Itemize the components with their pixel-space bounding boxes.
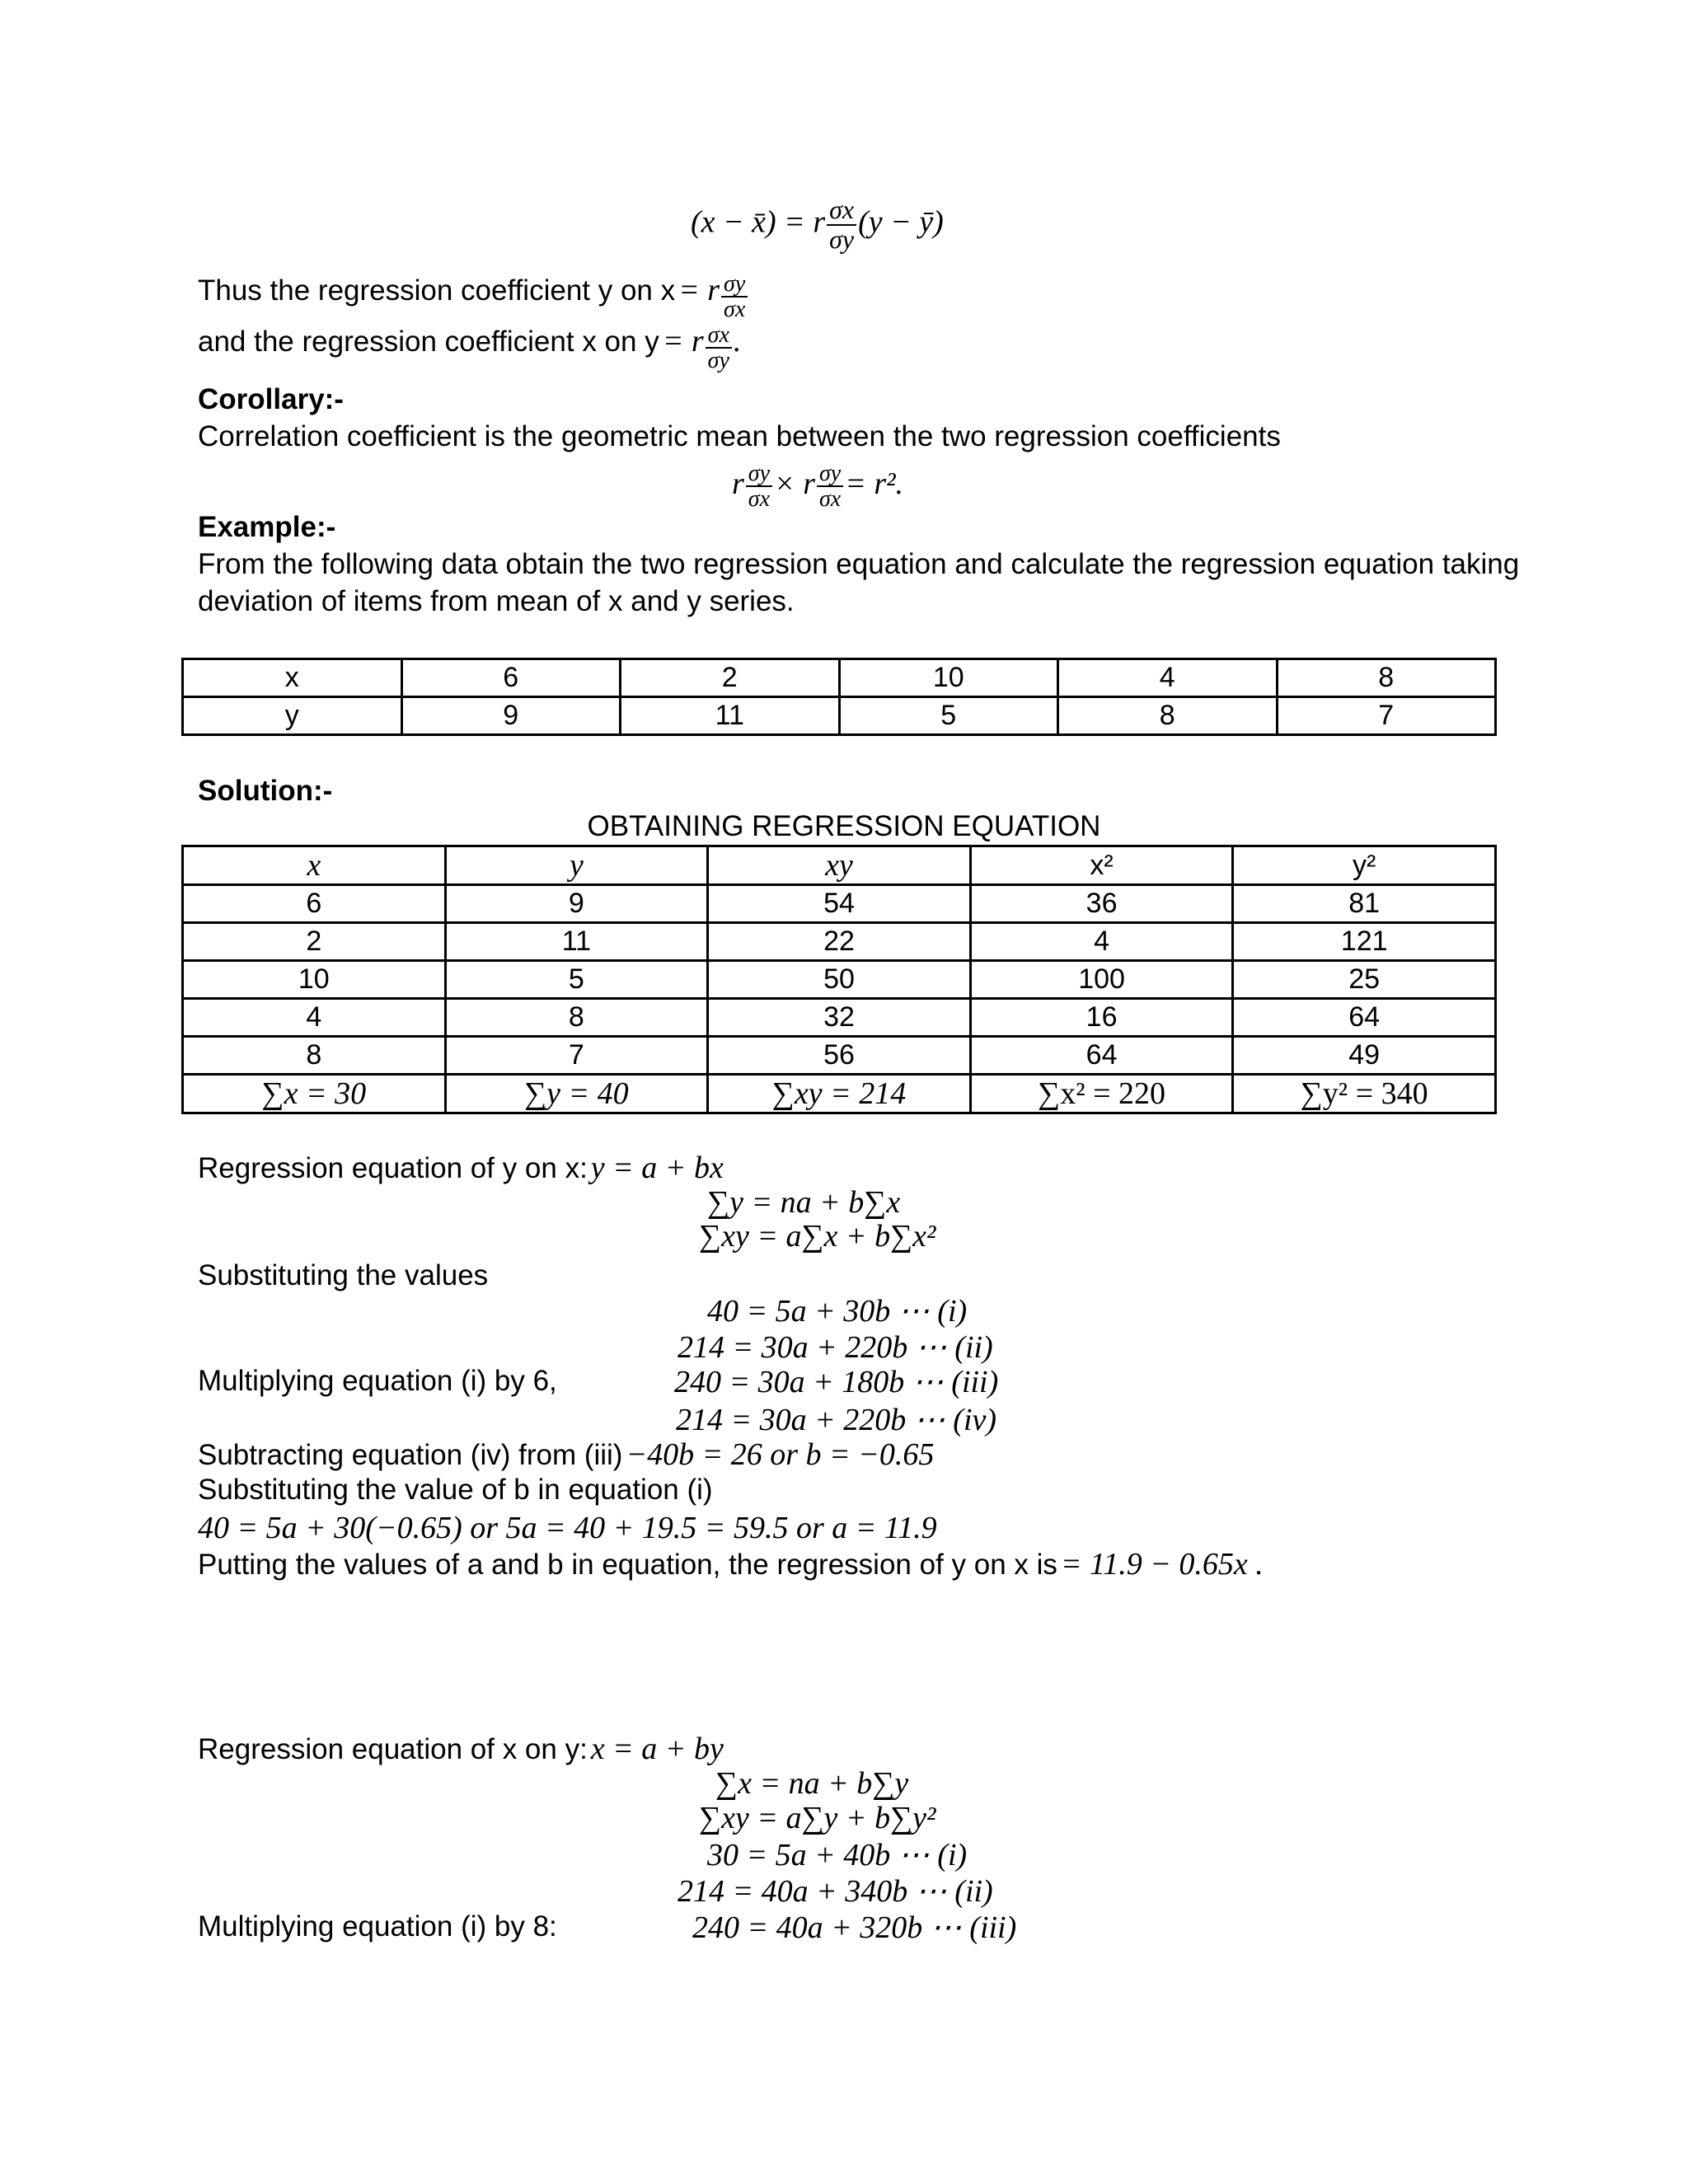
- solution-cell: 8: [183, 1037, 446, 1075]
- solution-table: [181, 845, 1497, 1114]
- solution-header-row: [183, 846, 1496, 885]
- corollary-heading: Corollary:-: [198, 383, 344, 415]
- corollary-text: Correlation coefficient is the geometric mean between the two regression coefficients: [198, 420, 1281, 452]
- data-table-row: [183, 659, 1496, 697]
- solution-cell: 8: [445, 999, 708, 1037]
- normal-eq-2: ∑xy = a∑x + b∑x²: [699, 1219, 936, 1254]
- normal-eq-1: ∑y = na + b∑x: [707, 1185, 901, 1220]
- solution-cell: 25: [1233, 961, 1496, 999]
- reg-x-on-y-heading: Regression equation of x on y: x = a + by: [198, 1732, 724, 1766]
- solution-cell: 4: [183, 999, 446, 1037]
- example-heading: Example:-: [198, 511, 336, 543]
- eq-ii: 214 = 30a + 220b ⋯ (ii): [678, 1330, 993, 1365]
- solution-cell: 56: [708, 1037, 971, 1075]
- solution-cell: 121: [1233, 923, 1496, 961]
- eq-iv: 214 = 30a + 220b ⋯ (iv): [676, 1403, 997, 1437]
- solution-total-cell: ∑y = 40: [445, 1075, 708, 1113]
- solution-header-cell: y²: [1233, 846, 1496, 885]
- solution-cell: 49: [1233, 1037, 1496, 1075]
- coef-yx-fraction: $\frac{\sigma y}{\sigma x}$: [721, 272, 748, 322]
- solution-row: [183, 885, 1496, 923]
- solution-cell: 16: [970, 999, 1233, 1037]
- solution-cell: 5: [445, 961, 708, 999]
- solution-cell: 4: [970, 923, 1233, 961]
- data-table-cell: y: [183, 697, 402, 735]
- data-table-cell: 4: [1058, 659, 1278, 697]
- eq-i: 40 = 5a + 30b ⋯ (i): [707, 1294, 968, 1329]
- data-table-cell: 8: [1058, 697, 1278, 735]
- example-line-1: From the following data obtain the two regression equation and calculate the regression equation taking: [198, 548, 1520, 580]
- data-table-cell: 6: [401, 659, 621, 697]
- normal-eq-xy-2: ∑xy = a∑y + b∑y²: [699, 1801, 936, 1835]
- solution-cell: 32: [708, 999, 971, 1037]
- data-table-cell: 11: [621, 697, 840, 735]
- solution-row: [183, 961, 1496, 999]
- data-table-cell: 8: [1277, 659, 1496, 697]
- reg-y-on-x-heading: Regression equation of y on x: y = a + bx: [198, 1151, 724, 1185]
- solution-cell: 81: [1233, 885, 1496, 923]
- solve-a-line: 40 = 5a + 30(−0.65) or 5a = 40 + 19.5 = 59.5 or a = 11.9: [198, 1511, 937, 1545]
- solution-row: [183, 923, 1496, 961]
- xy-eq-iii: 240 = 40a + 320b ⋯ (iii): [692, 1910, 1017, 1945]
- subtracting-line: Subtracting equation (iv) from (iii) −40b = 26 or b = −0.65: [198, 1437, 935, 1472]
- eq-iii: 240 = 30a + 180b ⋯ (iii): [674, 1365, 999, 1399]
- solution-cell: 9: [445, 885, 708, 923]
- solution-header-cell: y: [445, 846, 708, 885]
- data-table-row: [183, 697, 1496, 735]
- solution-totals-row: [183, 1075, 1496, 1113]
- solution-row: [183, 999, 1496, 1037]
- solution-cell: 36: [970, 885, 1233, 923]
- solution-cell: 2: [183, 923, 446, 961]
- normal-eq-xy-1: ∑x = na + b∑y: [715, 1766, 909, 1801]
- example-data-table: [181, 658, 1497, 736]
- coef-xy-fraction: $\frac{\sigma x}{\sigma y}$: [706, 323, 732, 373]
- data-table-cell: 5: [839, 697, 1058, 735]
- solution-cell: 22: [708, 923, 971, 961]
- solution-table-title: OBTAINING REGRESSION EQUATION: [587, 810, 1101, 842]
- formula-lhs: (x − x̄) = r: [691, 204, 826, 240]
- substituting-b-line: Substituting the value of b in equation (i): [198, 1474, 713, 1506]
- formula-rhs: (y − ȳ): [858, 204, 944, 240]
- xy-eq-i: 30 = 5a + 40b ⋯ (i): [707, 1838, 968, 1872]
- putting-values-line: Putting the values of a and b in equation, the regression of y on x is = 11.9 − 0.65x .: [198, 1547, 1264, 1582]
- coefficient-x-on-y: and the regression coefficient x on y = r $\frac{\sigma x}{\sigma y}$ .: [198, 322, 742, 374]
- solution-total-cell: ∑y² = 340: [1233, 1075, 1496, 1113]
- solution-total-cell: ∑x = 30: [183, 1075, 446, 1113]
- solution-total-cell: ∑x² = 220: [970, 1075, 1233, 1113]
- solution-header-cell: x: [183, 846, 446, 885]
- corollary-formula: r $\frac{\sigma y}{\sigma x}$ × r $\frac{\sigma y}{\sigma x}$ = r².: [732, 461, 904, 513]
- data-table-cell: 9: [401, 697, 621, 735]
- multiplying-by-8-label: Multiplying equation (i) by 8:: [198, 1910, 557, 1943]
- solution-header-cell: x²: [970, 846, 1233, 885]
- data-table-cell: 7: [1277, 697, 1496, 735]
- substituting-label: Substituting the values: [198, 1259, 489, 1291]
- data-table-cell: 10: [839, 659, 1058, 697]
- solution-cell: 50: [708, 961, 971, 999]
- solution-cell: 64: [1233, 999, 1496, 1037]
- example-line-2: deviation of items from mean of x and y series.: [198, 585, 795, 617]
- multiplying-label: Multiplying equation (i) by 6,: [198, 1365, 557, 1397]
- solution-cell: 11: [445, 923, 708, 961]
- solution-cell: 100: [970, 961, 1233, 999]
- data-table-cell: x: [183, 659, 402, 697]
- solution-cell: 10: [183, 961, 446, 999]
- regression-formula: [691, 196, 944, 253]
- xy-eq-ii: 214 = 40a + 340b ⋯ (ii): [678, 1874, 993, 1909]
- solution-cell: 64: [970, 1037, 1233, 1075]
- coefficient-y-on-x: Thus the regression coefficient y on x = r $\frac{\sigma y}{\sigma x}$: [198, 272, 749, 322]
- solution-heading: Solution:-: [198, 775, 333, 807]
- data-table-cell: 2: [621, 659, 840, 697]
- solution-total-cell: ∑xy = 214: [708, 1075, 971, 1113]
- solution-header-cell: xy: [708, 846, 971, 885]
- solution-cell: 6: [183, 885, 446, 923]
- solution-cell: 7: [445, 1037, 708, 1075]
- formula-fraction: $\frac{\sigma x}{\sigma y}$: [827, 196, 856, 253]
- solution-row: [183, 1037, 1496, 1075]
- solution-cell: 54: [708, 885, 971, 923]
